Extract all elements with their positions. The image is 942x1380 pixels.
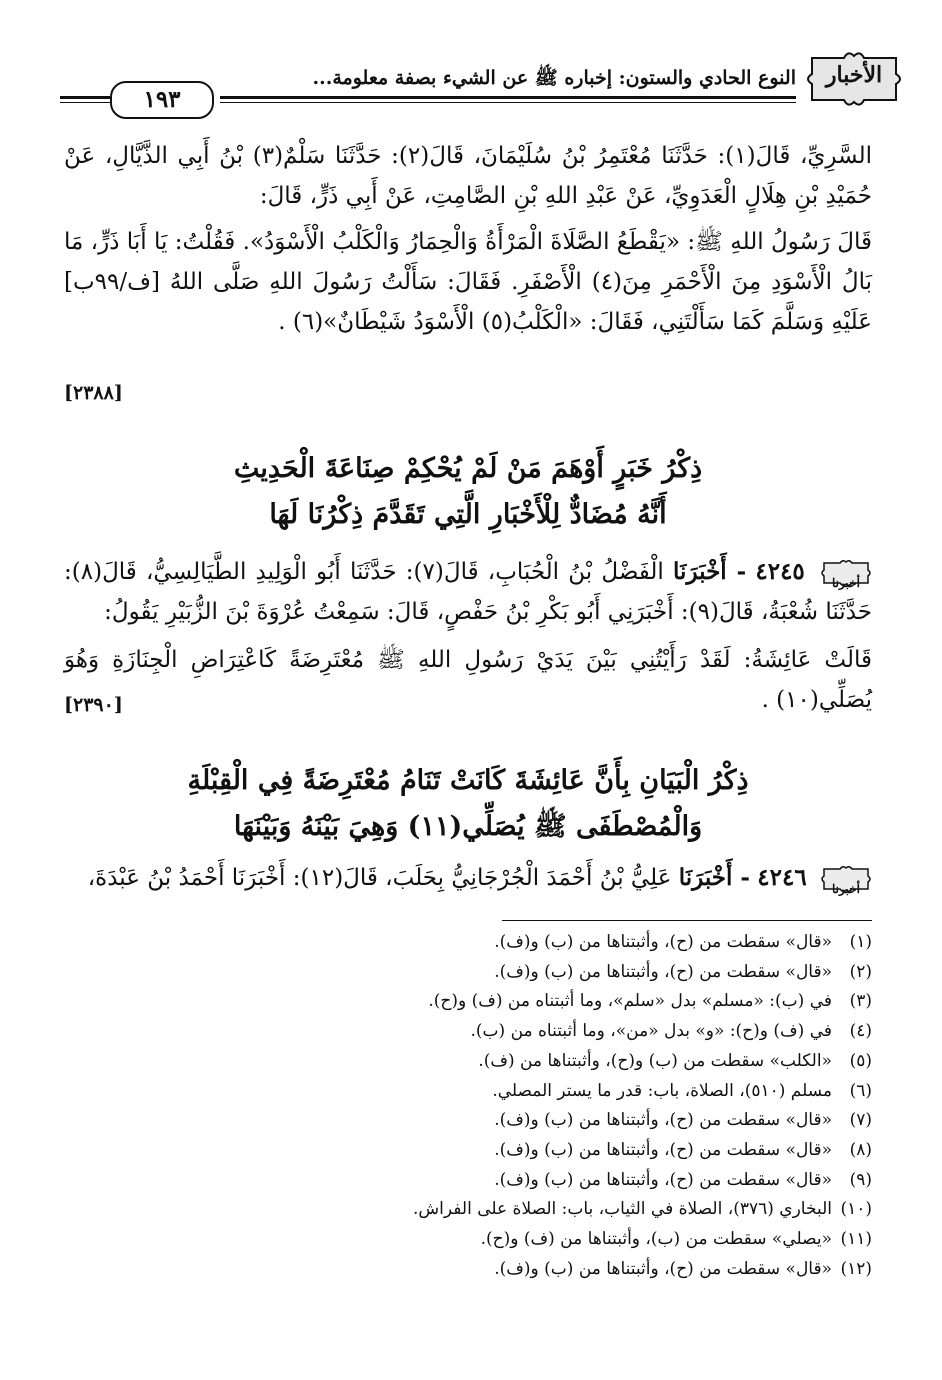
footnote xyxy=(300,1136,872,1166)
header-rule xyxy=(220,96,796,99)
footnote-number: (١٠) xyxy=(840,1199,872,1220)
footnote-text: «قال» سقطت من (ح)، وأثبتناها من (ب) و(ف). xyxy=(494,1258,832,1279)
footnote-number: (١) xyxy=(849,932,872,952)
hadith-ref: [٢٣٨٨] xyxy=(64,382,123,404)
footnote xyxy=(300,987,872,1017)
footnote-number: (١١) xyxy=(840,1229,872,1250)
footnote-text: «قال» سقطت من (ح)، وأثبتناها من (ب) و(ف). xyxy=(494,1169,832,1190)
hadith-matn: قَالَتْ عَائِشَةُ: لَقَدْ رَأَيْتُنِي بَيْنَ يَدَيْ رَسُولِ اللهِ ﷺ مُعْتَرِضَةً كَاعْتِرَاضِ الْجِنَازَةِ وَهُوَ يُصَلِّي(١٠) . xyxy=(64,647,872,713)
footnote xyxy=(300,1195,872,1225)
footnote-number: (٨) xyxy=(849,1139,872,1160)
footnote xyxy=(300,1047,872,1077)
footnote-text: «قال» سقطت من (ح)، وأثبتناها من (ب) و(ف). xyxy=(494,961,832,982)
footnote-number: (٤) xyxy=(849,1021,872,1042)
header-rule-left xyxy=(60,96,110,99)
hadith-tag xyxy=(820,559,872,590)
footnote-divider xyxy=(502,920,872,921)
footnote-text: «الكلب» سقطت من (ب) و(ح)، وأثبتناها من (ف). xyxy=(478,1050,832,1071)
section-badge xyxy=(804,50,904,108)
footnote-number: (٣) xyxy=(849,991,872,1012)
header-rule-thin xyxy=(220,102,796,103)
footnote xyxy=(300,928,872,958)
heading-line: أَنَّهُ مُضَادٌّ لِلْأَخْبَارِ الَّتِي تَقَدَّمَ ذِكْرُنَا لَهَا xyxy=(269,499,667,530)
footnote-text: مسلم (٥١٠)، الصلاة، باب: قدر ما يستر المصلي. xyxy=(492,1080,832,1101)
footnote-text: البخاري (٣٧٦)، الصلاة في الثياب، باب: الصلاة على الفراش. xyxy=(413,1199,832,1220)
footnote-number: (١٢) xyxy=(840,1258,872,1279)
footnotes xyxy=(300,928,872,1284)
running-title: النوع الحادي والستون: إخباره ﷺ عن الشيء بصفة معلومة... xyxy=(312,67,796,89)
heading-line: ذِكْرُ خَبَرٍ أَوْهَمَ مَنْ لَمْ يُحْكِمْ صِنَاعَةَ الْحَدِيثِ xyxy=(233,453,703,484)
hadith-entry xyxy=(64,858,872,898)
hadith-isnad: عَلِيُّ بْنُ أَحْمَدَ الْجُرْجَانِيُّ بِحَلَبَ، قَالَ(١٢): أَخْبَرَنَا أَحْمَدُ بْنُ عَبْدَةَ، xyxy=(87,865,672,891)
section-heading xyxy=(64,758,872,850)
hadith-entry xyxy=(64,552,872,632)
hadith-number: ٤٢٤٥ xyxy=(755,558,805,585)
paragraph-isnad: السَّرِيِّ، قَالَ(١): حَدَّثَنَا مُعْتَمِرُ بْنُ سُلَيْمَانَ، قَالَ(٢): حَدَّثَنَا سَلْمٌ(٣) بْنُ أَبِي الذَّيَّالِ، عَنْ حُمَيْدِ بْنِ هِلَالٍ الْعَدَوِيِّ، عَنْ عَبْدِ اللهِ بْنِ الصَّامِتِ، عَنْ أَبِي ذَرٍّ، قَالَ: xyxy=(64,143,873,209)
footnote xyxy=(300,1106,872,1136)
hadith-lead: - أَخْبَرَنَا xyxy=(673,558,747,585)
section-heading xyxy=(64,446,872,538)
hadith-ref: [٢٣٩٠] xyxy=(64,694,123,716)
footnote xyxy=(300,1166,872,1196)
footnote xyxy=(300,1077,872,1107)
hadith-number: ٤٢٤٦ xyxy=(757,864,807,891)
footnote-number: (٧) xyxy=(849,1110,872,1131)
page-number: ١٩٣ xyxy=(110,81,214,119)
page-header xyxy=(60,50,904,113)
hadith-tag-label: أخبرنا xyxy=(832,576,860,590)
footnote-number: (٥) xyxy=(849,1050,872,1071)
footnote-number: (٩) xyxy=(849,1169,872,1190)
footnote-number: (٢) xyxy=(849,961,872,982)
footnote-text: في (ف) و(ح): «و» بدل «من»، وما أثبتناه من (ب). xyxy=(470,1021,832,1042)
hadith-tag-label: أخبرنا xyxy=(832,882,860,896)
badge-label: الأخبار xyxy=(825,62,883,88)
footnote xyxy=(300,958,872,988)
footnote xyxy=(300,1225,872,1255)
footnote xyxy=(300,1255,872,1285)
footnote-text: «قال» سقطت من (ح)، وأثبتناها من (ب) و(ف). xyxy=(494,1110,832,1131)
hadith-tag xyxy=(820,865,872,896)
header-rule-left-thin xyxy=(60,102,110,103)
footnote-text: «قال» سقطت من (ح)، وأثبتناها من (ب) و(ف). xyxy=(494,932,832,952)
heading-line: ذِكْرُ الْبَيَانِ بِأَنَّ عَائِشَةَ كَانَتْ تَنَامُ مُعْتَرِضَةً فِي الْقِبْلَةِ xyxy=(187,765,749,796)
footnote-text: «قال» سقطت من (ح)، وأثبتناها من (ب) و(ف). xyxy=(494,1139,832,1160)
footnote xyxy=(300,1017,872,1047)
hadith-lead: - أَخْبَرَنَا xyxy=(678,864,750,891)
paragraph-matn: قَالَ رَسُولُ اللهِ ﷺ: «يَقْطَعُ الصَّلَاةَ الْمَرْأَةُ وَالْحِمَارُ وَالْكَلْبُ الْأَسْوَدُ». فَقُلْتُ: يَا أَبَا ذَرٍّ، مَا بَالُ الْأَسْوَدِ مِنَ الْأَحْمَرِ مِنَ(٤) الْأَصْفَرِ. فَقَالَ: سَأَلْتُ رَسُولَ اللهِ صَلَّى اللهُ [ف/٩٩ب] عَلَيْهِ وَسَلَّمَ كَمَا سَأَلْتَنِي، فَقَالَ: «الْكَلْبُ(٥) الْأَسْوَدُ شَيْطَانٌ»(٦) . xyxy=(64,229,872,335)
hadith-isnad: الْفَضْلُ بْنُ الْحُبَابِ، قَالَ(٧): حَدَّثَنَا أَبُو الْوَلِيدِ الطَّيَالِسِيُّ، قَالَ(٨): حَدَّثَنَا شُعْبَةُ، قَالَ(٩): أَخْبَرَنِي أَبُو بَكْرِ بْنُ حَفْصٍ، قَالَ: سَمِعْتُ عُرْوَةَ بْنَ الزُّبَيْرِ يَقُولُ: xyxy=(64,559,872,625)
footnote-number: (٦) xyxy=(849,1080,872,1101)
heading-line: وَالْمُصْطَفَى ﷺ يُصَلِّي(١١) وَهِيَ بَيْنَهُ وَبَيْنَهَا xyxy=(233,811,703,842)
footnote-text: «يصلي» سقطت من (ب)، وأثبتناها من (ف) و(ح). xyxy=(480,1229,832,1250)
footnote-text: في (ب): «مسلم» بدل «سلم»، وما أثبتناه من (ف) و(ح). xyxy=(428,991,832,1012)
